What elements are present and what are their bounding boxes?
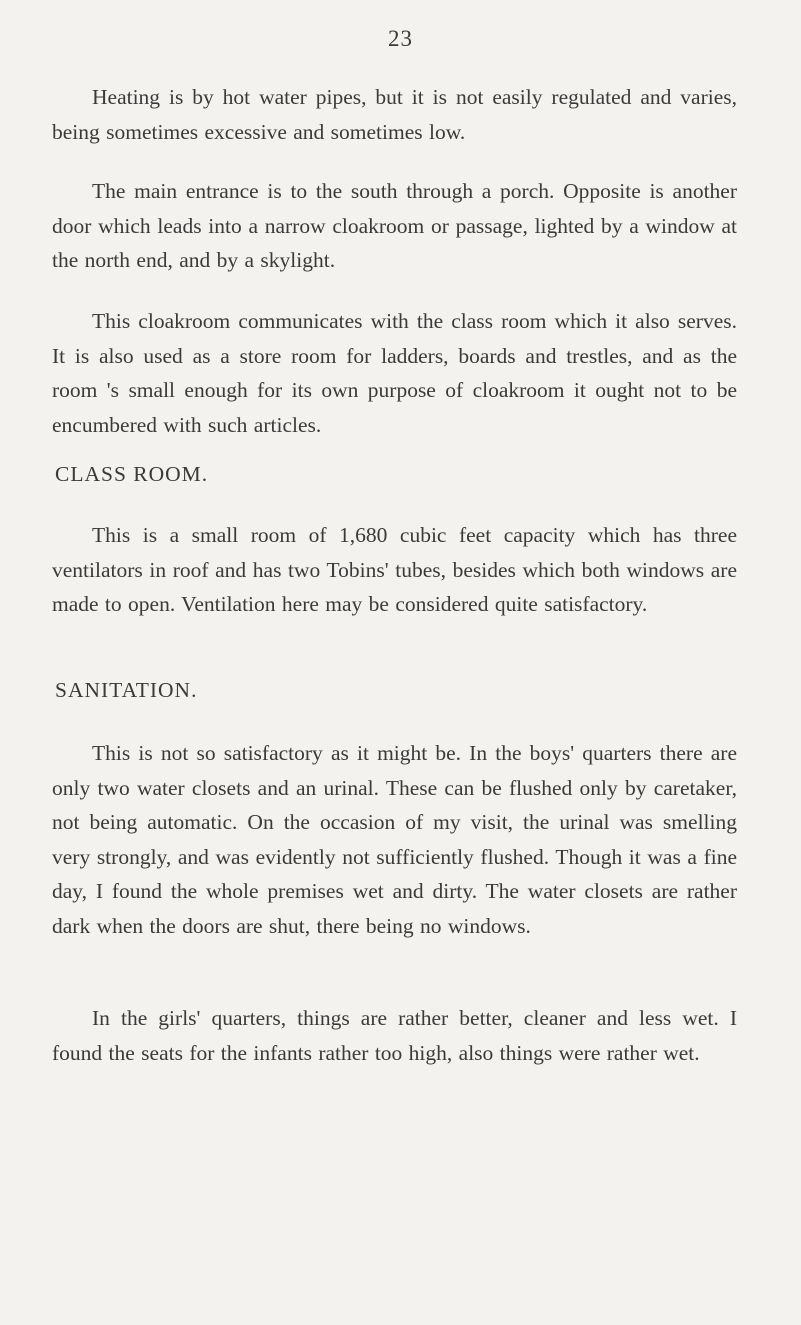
paragraph-sanitation-girls: In the girls' quarters, things are rather better, cleaner and less wet. I found the seats for the infants rather too high, also things were rather wet. bbox=[52, 1006, 737, 1065]
page-number: 23 bbox=[388, 26, 413, 51]
heading-sanitation: SANITATION. bbox=[55, 678, 198, 702]
paragraph-heating: Heating is by hot water pipes, but it is not easily regulated and varies, being sometimes excessive and sometimes low. bbox=[52, 85, 737, 144]
paragraph-class-room: This is a small room of 1,680 cubic feet capacity which has three ventilators in roof and has two Tobins' tubes, besides which both windows are made to open. Ventilation here may be considered quite satisfactory. bbox=[52, 523, 737, 616]
paragraph-sanitation-boys: This is not so satisfactory as it might be. In the boys' quarters there are only two water closets and an urinal. These can be flushed only by caretaker, not being automatic. On the occasion of my visit, the urinal was smelling very strongly, and was evidently not sufficiently flushed. Though it was a fine day, I found the whole premises wet and dirty. The water closets are rather dark when the doors are shut, there being no windows. bbox=[52, 741, 737, 938]
paragraph-entrance: The main entrance is to the south through a porch. Opposite is another door which leads into a narrow cloakroom or passage, lighted by a window at the north end, and by a skylight. bbox=[52, 179, 737, 272]
paragraph-cloakroom: This cloakroom communicates with the class room which it also serves. It is also used as a store room for ladders, boards and trestles, and as the room 's small enough for its own purpose of cloakroom it ought not to be encumbered with such articles. bbox=[52, 309, 737, 437]
heading-class-room: CLASS ROOM. bbox=[55, 462, 209, 486]
